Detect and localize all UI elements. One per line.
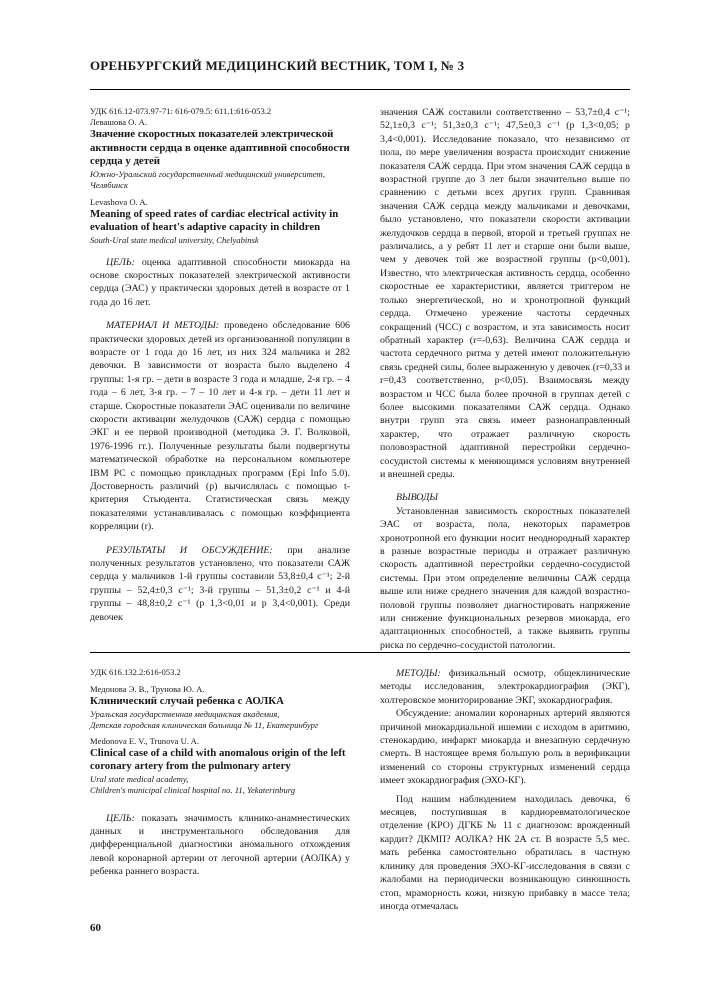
page-number: 60 (90, 922, 101, 934)
article2-methods (380, 667, 630, 707)
article2-aim (90, 812, 350, 879)
aim2-label: ЦЕЛЬ: (106, 812, 135, 824)
article2-authors-ru: Медонова Э. В., Трунова Ю. А. (90, 684, 205, 694)
article1-author-ru: Левашова О. А. (90, 117, 148, 127)
results-text-right: значения САЖ составили соответственно – 53,7±0,4 с⁻¹; 52,1±0,3 с⁻¹; 51,3±0,3 с⁻¹; 47,5±0,3 с⁻¹ (р 1,3<0,05; р 3,4<0,001). Исследование показало, что независимо от пола, по мере увеличения возраста происходит снижение показателя САЖ сердца. При этом значения САЖ сердца в возрастной группе до 3 лет были значительно выше по сравнению с детьми всех других групп. Сравнивая значения САЖ сердца между мальчиками и девочками, было установлено, что показатели скорости активации желудочков сердца в первой, второй и третьей группах не различались, а у ребят 11 лет и старше они были выше, чем у девочек той же возрастной группы (р<0,001). Известно, что электрическая активность сердца, особенно скоростные ее характеристики, является триггером не только энергетической, но и хронотропной функций сердца. Отмечено урежение частоты сердечных сокращений (ЧСС) с возрастом, и эта зависимость носит обратный характер (r=-0,63). Величина САЖ сердца и частота сердечного ритма у детей имеют положительную связь средней силы, более выраженную у девочек (r=0,33 и r=0,43 соответственно, р<0,05). Взаимосвязь между возрастом и ЧСС была более прочной в группах детей с более высокими показателями САЖ сердца. Однако внутри групп эта связь имеет разнонаправленный характер, что отражает различную скорость половозрастной адаптивной перестройки сердечно-сосудистой системы к меняющимся условиям внутренней и внешней среды. (380, 107, 630, 480)
article1-left-column (90, 106, 350, 624)
aim-label: ЦЕЛЬ: (106, 256, 135, 268)
article1-affil-en: South-Ural state medical university, Chelyabinsk (90, 234, 259, 245)
article2-discussion: Обсуждение: аномалии коронарных артерий являются причиной миокардиальной ишемии с исходом в аритмию, стенокардию, инфаркт миокарда и внезапную сердечную смерть. В настоящее время большую роль в верификации изменений со стороны структурных изменений сердца имеет эхокардиография (ЭХО-КГ). (380, 708, 630, 787)
methods-text: проведено обследование 606 практически здоровых детей из организованной популяции в возрасте от 1 года до 16 лет, из них 324 мальчика и 282 девочки. В зависимости от возраста было выделено 4 группы: 1-я гр. – дети в возрасте 3 года и младше, 2-я гр. – 4 года – 6 лет, 3-я гр. – 7 – 10 лет и 4-я гр. – дети 11 лет и старше. Скоростные показатели ЭАС оценивали по величине скорости активации желудочков (САЖ) сердца с помощью ЭКГ и ее первой производной (методика Э. Г. Волковой, 1976-1996 гг.). Полученные результаты были подвергнуты математической обработке на персональном компьютере IBM PC с помощью прикладных программ (Epi Info 5.0). Достоверность различий (р) вычислялась с помощью t-критерия Стьюдента. Статистическая связь между показателями устанавливалась с помощью коэффициента корреляции (r). (90, 320, 350, 533)
article2-udk: УДК 616.132.2:616-053.2 (90, 667, 181, 677)
article2-affil-ru-1: Уральская государственная медицинская академия, (90, 708, 280, 719)
header-rule (90, 89, 630, 90)
methods-label: МАТЕРИАЛ И МЕТОДЫ: (106, 320, 220, 332)
article1-author-en: Levashova O. A. (90, 196, 148, 207)
article1-methods (90, 319, 350, 534)
conclusions-label: ВЫВОДЫ (396, 492, 438, 504)
article2-left-column (90, 667, 350, 879)
article1-affil-ru: Южно-Уральский государственный медицинский университет, Челябинск (90, 168, 326, 190)
methods2-label: МЕТОДЫ: (396, 668, 441, 679)
aim-text: оценка адаптивной способности миокарда на основе скоростных показателей электрической активности сердца (ЭАС) у практически здоровых детей в возрасте от 1 года до 16 лет. (90, 256, 350, 308)
article1-results (90, 544, 350, 624)
article2-authors-en: Medonova E. V., Trunova U. A. (90, 735, 200, 746)
aim2-text: показать значимость клинико-анамнестических данных и инструментального обследования для дифференциальной диагностики аномального отхождения левой коронарной артерии от легочной артерии (АОЛКА) у ребенка раннего возраста. (90, 812, 350, 878)
article2-affil-en-1: Ural state medical academy, (90, 773, 189, 784)
article1-aim (90, 256, 350, 310)
article2-title-en: Clinical case of a child with anomalous origin of the left coronary artery from the pulmonary artery (90, 746, 346, 772)
article2-right-column (380, 667, 630, 913)
article1-right-column (380, 106, 630, 652)
article2-affil-en-2: Children's municipal clinical hospital no. 11, Yekaterinburg (90, 784, 296, 795)
article1-title-en: Meaning of speed rates of cardiac electrical activity in evaluation of heart's adaptive capacity in children (90, 207, 339, 233)
article2-case: Под нашим наблюдением находилась девочка, 6 месяцев, поступившая в кардиоревматологическое отделение (КРО) ДГКБ № 11 с диагнозом: врожденный кардит? ДКМП? АОЛКА? НК 2А ст. В возрасте 5,5 мес. мать ребенка самостоятельно обратилась в частную клинику для проведения ЭХО-КГ-исследования в связи с жалобами на периодически возникающую синюшность стоп, мраморность кожи, низкую прибавку в массе тела; иногда отмечалась (380, 793, 630, 912)
article1-udk: УДК 616.12-073.97-71: 616-079.5: 611.1:616-053.2 (90, 106, 272, 116)
results-text-left: при анализе полученных результатов установлено, что показатели САЖ сердца у мальчиков 1-й группы составили 53,8±0,4 с⁻¹; 2-й группы – 52,4±0,3 с⁻¹; 3-й группы – 51,3±0,2 с⁻¹ и 4-й группы – 48,8±0,2 с⁻¹ (р 1,3<0,01 и р 3,4<0,001). Среди девочек (90, 544, 350, 623)
article-separator (90, 652, 630, 653)
journal-header: ОРЕНБУРГСКИЙ МЕДИЦИНСКИЙ ВЕСТНИК, ТОМ I, № 3 (90, 58, 465, 73)
results-label: РЕЗУЛЬТАТЫ И ОБСУЖДЕНИЕ: (106, 544, 273, 556)
article2-affil-ru-2: Детская городская клиническая больница № 11, Екатеринбург (90, 719, 319, 730)
article1-title-ru: Значение скоростных показателей электрической активности сердца в оценке адаптивной способности сердца у детей (90, 128, 350, 167)
article2-title-ru: Клинический случай ребенка с АОЛКА (90, 695, 284, 707)
conclusions-text: Установленная зависимость скоростных показателей ЭАС от возраста, пола, некоторых параметров хронотропной его функции носит неоднородный характер в разные возрастные периоды и отражает различную скорость адаптивной перестройки сердечно-сосудистой системы. При этом определение величины САЖ сердца выше или ниже среднего значения для каждой возрастно-половой группы позволяет диагностировать напряжение или снижение функциональных резервов миокарда, его адаптационных способностей, а также выявить группы риска по сердечно-сосудистой патологии. (380, 505, 630, 651)
methods2-text: физикальный осмотр, общеклинические методы исследования, электрокардиография (ЭКГ), холтеровское мониторирование ЭКГ, эхокардиография. (380, 668, 630, 706)
